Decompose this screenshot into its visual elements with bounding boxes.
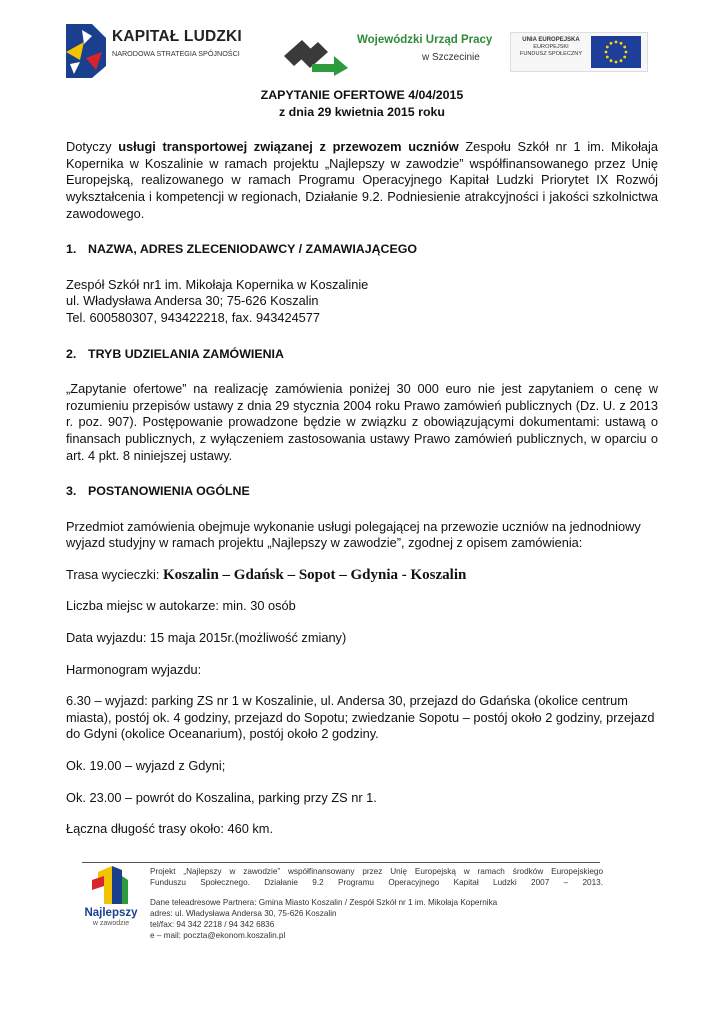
eu-flag-icon (591, 36, 641, 68)
section-2-text: „Zapytanie ofertowe” na realizację zamówienia poniżej 30 000 euro nie jest zapytaniem o cenę w rozumieniu przepisów ustawy z dnia 29 stycznia 2004 roku Prawo zamówień publicznych (Dz. U. z 2013 r. poz. 907). Postępowanie prowadzone będzie w związku z obowiązującymi dokumentami: ustawą o finansach publicznych, z wyłączeniem zastosowania ustawy Prawo zamówień publicznych, w oparciu o art. 4 pkt. 8 niniejszej ustawy. (66, 381, 658, 463)
najlepszy-subtitle: w zawodzie (92, 920, 130, 927)
section-3-heading (66, 483, 658, 500)
eu-line2: EUROPEJSKI (533, 44, 569, 50)
intro-bold: usługi transportowej związanej z przewozem uczniów (118, 139, 459, 155)
schedule-item-1: 6.30 – wyjazd: parking ZS nr 1 w Koszalinie, ul. Andersa 30, przejazd do Gdańska (okolice centrum miasta), postój ok. 4 godziny, przejazd do Sopotu; zwiedzanie Sopotu – postój około 2 godziny, przejazd do Gdyni (okolice Oceanarium), postój około 2 godziny. (66, 693, 655, 742)
footer-address: adres: ul. Władysława Andersa 30, 75-626 Koszalin (150, 909, 337, 918)
intro-pre: Dotyczy (66, 139, 119, 155)
address-line-2: ul. Władysława Andersa 30; 75-626 Koszalin (66, 293, 319, 309)
route-value: Koszalin – Gdańsk – Sopot – Gdynia - Koszalin (162, 566, 467, 583)
eu-line3: FUNDUSZ SPOŁECZNY (519, 51, 583, 57)
footer-text (150, 866, 603, 941)
schedule-item-3: Ok. 23.00 – powrót do Koszalina, parking przy ZS nr 1. (66, 789, 377, 805)
section-2-title: TRYB UDZIELANIA ZAMÓWIENIA (88, 346, 284, 361)
section-3-number: 3. (66, 484, 77, 499)
section-1-title: NAZWA, ADRES ZLECENIODAWCY / ZAMAWIAJĄCEGO (88, 242, 418, 257)
document-title: ZAPYTANIE OFERTOWE 4/04/2015 (260, 88, 464, 102)
eu-line1: UNIA EUROPEJSKA (522, 37, 580, 43)
address-line-1: Zespół Szkół nr1 im. Mikołaja Kopernika w Koszalinie (66, 276, 369, 292)
address-line-3: Tel. 600580307, 943422218, fax. 943424577 (66, 309, 321, 325)
section-1-number: 1. (66, 242, 77, 257)
footer-project-line-2: Funduszu Społecznego. Działanie 9.2 Programu Operacyjnego Kapitał Ludzki 2007 – 2013. (150, 878, 603, 887)
footer-divider (82, 862, 600, 863)
wup-logo (282, 32, 492, 76)
departure-line: Data wyjazdu: 15 maja 2015r.(możliwość zmiany) (66, 630, 347, 646)
intro-paragraph (66, 139, 658, 222)
footer-phone: tel/fax: 94 342 2218 / 94 342 6836 (150, 920, 275, 929)
section-2-heading (66, 346, 658, 363)
seats-line: Liczba miejsc w autokarze: min. 30 osób (66, 598, 296, 614)
wup-title: Wojewódzki Urząd Pracy (357, 34, 493, 46)
footer-email: e – mail: poczta@ekonom.koszalin.pl (150, 931, 286, 940)
kapital-ludzki-emblem-icon (62, 22, 108, 80)
document-body (66, 87, 658, 838)
schedule-item-2: Ok. 19.00 – wyjazd z Gdyni; (66, 758, 226, 774)
section-2-number: 2. (66, 346, 77, 361)
distance-line: Łączna długość trasy około: 460 km. (66, 821, 273, 837)
intro-post: Zespołu Szkół nr 1 im. Mikołaja Kopernika w Koszalinie w ramach projektu „Najlepszy w zawodzie” współfinansowanego przez Unię Europejską, realizowanego w ramach Programu Operacyjnego Kapitał Ludzki Priorytet IX Rozwój wykształcenia i kompetencji w regionach, Działanie 9.2. Podniesienie atrakcyjności i jakości szkolnictwa zawodowego. (66, 139, 658, 221)
section-3-intro: Przedmiot zamówienia obejmuje wykonanie usługi polegającej na przewozie uczniów na jednodniowy wyjazd studyjny w ramach projektu „Najlepszy w zawodzie”, zgodnej z opisem zamówienia: (66, 518, 641, 551)
eu-text (515, 37, 587, 58)
najlepszy-name: Najlepszy (84, 907, 138, 919)
section-3-title: POSTANOWIENIA OGÓLNE (88, 484, 250, 499)
section-1-heading (66, 241, 658, 258)
footer-project-line-1: Projekt „Najlepszy w zawodzie” współfinansowany przez Unię Europejską w ramach środków Europejskiego (150, 867, 603, 876)
wup-subtitle: w Szczecinie (422, 52, 480, 63)
schedule-label: Harmonogram wyjazdu: (66, 661, 202, 677)
najlepszy-emblem-icon (88, 866, 132, 906)
eu-logo (510, 32, 648, 72)
kapital-ludzki-title: KAPITAŁ LUDZKI (112, 28, 242, 45)
kapital-ludzki-subtitle: NARODOWA STRATEGIA SPÓJNOŚCI (112, 49, 240, 58)
footer-partner: Dane teleadresowe Partnera: Gmina Miasto Koszalin / Zespół Szkół nr 1 im. Mikołaja Kopernika (150, 898, 498, 907)
route-line (66, 567, 658, 584)
kapital-ludzki-logo (62, 22, 252, 80)
document-date: z dnia 29 kwietnia 2015 roku (279, 104, 445, 119)
wup-arrows-icon (282, 34, 352, 76)
route-label: Trasa wycieczki: (66, 566, 163, 582)
